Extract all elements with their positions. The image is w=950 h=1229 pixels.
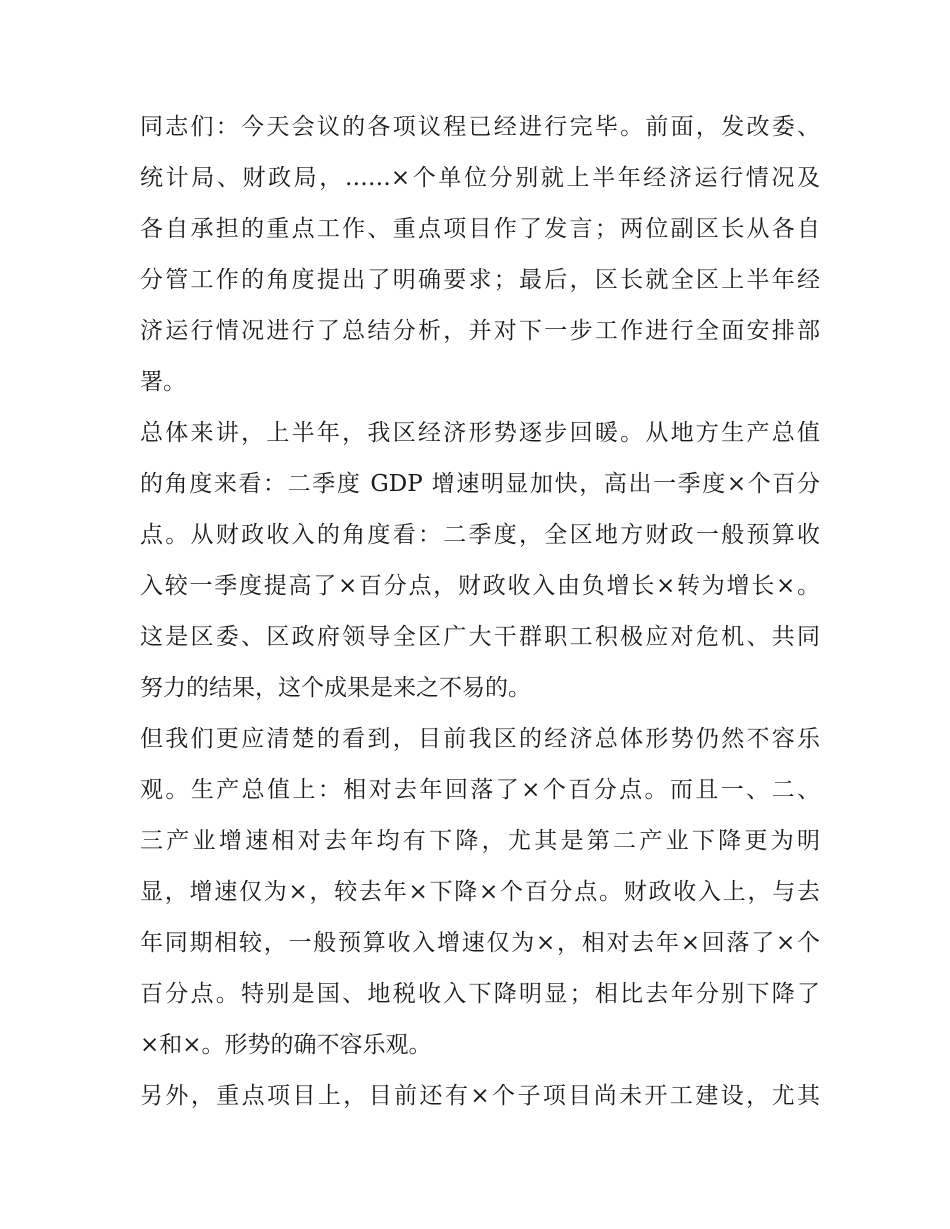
text-line: 分管工作的角度提出了明确要求；最后，区长就全区上半年经 xyxy=(140,267,820,293)
text-line: 同志们：今天会议的各项议程已经进行完毕。前面，发改委、 xyxy=(140,114,820,140)
text-line: 年同期相较，一般预算收入增速仅为×，相对去年×回落了×个 xyxy=(140,930,820,956)
text-line: 的角度来看：二季度 GDP 增速明显加快，高出一季度×个百分 xyxy=(140,471,820,497)
text-line: 点。从财政收入的角度看：二季度，全区地方财政一般预算收 xyxy=(140,522,820,548)
text-line: 但我们更应清楚的看到，目前我区的经济总体形势仍然不容乐 xyxy=(140,726,820,752)
paragraph-key-projects xyxy=(140,1071,820,1122)
text-line: 百分点。特别是国、地税收入下降明显；相比去年分别下降了 xyxy=(140,981,820,1007)
text-line: 统计局、财政局，……×个单位分别就上半年经济运行情况及 xyxy=(140,165,820,191)
text-line: 济运行情况进行了总结分析，并对下一步工作进行全面安排部 xyxy=(140,318,820,344)
text-line: 显，增速仅为×，较去年×下降×个百分点。财政收入上，与去 xyxy=(140,879,820,905)
text-line: 另外，重点项目上，目前还有×个子项目尚未开工建设，尤其 xyxy=(140,1083,820,1109)
paragraph-overall-situation xyxy=(140,408,820,714)
text-line: 入较一季度提高了×百分点，财政收入由负增长×转为增长×。 xyxy=(140,573,820,599)
text-line: 总体来讲，上半年，我区经济形势逐步回暖。从地方生产总值 xyxy=(140,420,820,446)
text-line: 署。 xyxy=(140,369,186,395)
text-line: 这是区委、区政府领导全区广大干群职工积极应对危机、共同 xyxy=(140,624,820,650)
paragraph-challenges xyxy=(140,714,820,1071)
text-line: 努力的结果，这个成果是来之不易的。 xyxy=(140,675,531,701)
document-body xyxy=(140,102,820,1122)
text-line: 各自承担的重点工作、重点项目作了发言；两位副区长从各自 xyxy=(140,216,820,242)
text-line: 观。生产总值上：相对去年回落了×个百分点。而且一、二、 xyxy=(140,777,820,803)
text-line: 三产业增速相对去年均有下降，尤其是第二产业下降更为明 xyxy=(140,828,820,854)
paragraph-opening xyxy=(140,102,820,408)
text-line: ×和×。形势的确不容乐观。 xyxy=(140,1032,432,1058)
